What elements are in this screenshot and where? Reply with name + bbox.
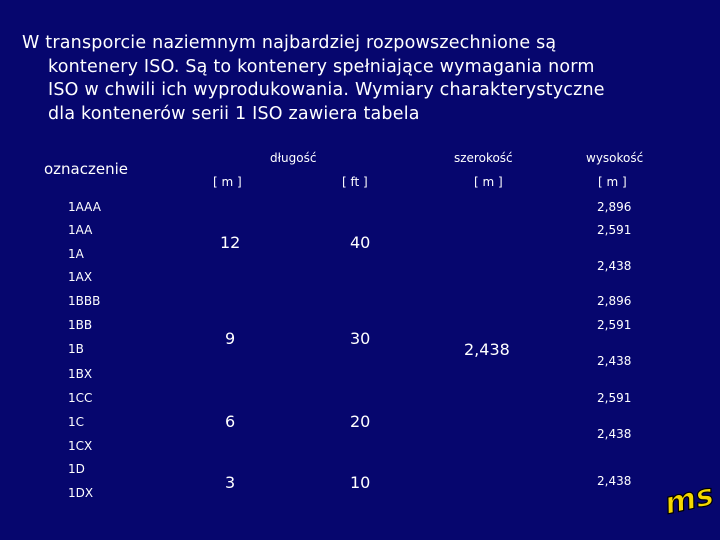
paragraph-line: dla kontenerów serii 1 ISO zawiera tabela — [48, 103, 420, 124]
header-length: długość — [270, 151, 317, 165]
header-height: wysokość — [586, 151, 644, 165]
container-code: 1AA — [68, 223, 93, 237]
header-width: szerokość — [454, 151, 513, 165]
height-value: 2,591 — [597, 391, 632, 405]
container-code: 1C — [68, 415, 85, 429]
length-ft-value: 40 — [350, 233, 371, 252]
container-code: 1AX — [68, 270, 93, 284]
container-code: 1BB — [68, 318, 93, 332]
container-code: 1A — [68, 247, 84, 261]
container-code: 1CX — [68, 439, 93, 453]
width-value: 2,438 — [464, 340, 510, 359]
container-code: 1B — [68, 342, 84, 356]
length-ft-value: 30 — [350, 329, 371, 348]
container-code: 1BX — [68, 367, 93, 381]
height-value: 2,896 — [597, 294, 632, 308]
height-value: 2,438 — [597, 259, 632, 273]
length-ft-value: 20 — [350, 412, 371, 431]
length-ft-value: 10 — [350, 473, 371, 492]
height-value: 2,438 — [597, 427, 632, 441]
container-code: 1BBB — [68, 294, 101, 308]
paragraph-line: W transporcie naziemnym najbardziej rozpowszechnione są — [22, 33, 557, 53]
header-width-unit: [ m ] — [474, 175, 503, 189]
header-length-unit-m: [ m ] — [213, 175, 242, 189]
container-code: 1CC — [68, 391, 93, 405]
container-code: 1D — [68, 462, 85, 476]
container-code: 1DX — [68, 486, 94, 500]
height-value: 2,438 — [597, 354, 632, 368]
intro-paragraph — [22, 32, 702, 126]
height-value: 2,438 — [597, 474, 632, 488]
height-value: 2,896 — [597, 200, 632, 214]
svg-text:ms: ms — [661, 477, 717, 522]
header-designation: oznaczenie — [44, 160, 129, 178]
header-length-unit-ft: [ ft ] — [342, 175, 368, 189]
container-code: 1AAA — [68, 200, 101, 214]
header-height-unit: [ m ] — [598, 175, 627, 189]
ms-logo — [660, 462, 717, 522]
paragraph-line: ISO w chwili ich wyprodukowania. Wymiary charakterystyczne — [48, 80, 605, 100]
length-m-value: 6 — [225, 412, 236, 431]
paragraph-line: kontenery ISO. Są to kontenery spełniające wymagania norm — [48, 56, 595, 77]
length-m-value: 3 — [225, 473, 236, 492]
length-m-value: 9 — [225, 329, 236, 348]
height-value: 2,591 — [597, 223, 632, 237]
height-value: 2,591 — [597, 318, 632, 332]
length-m-value: 12 — [220, 233, 241, 252]
